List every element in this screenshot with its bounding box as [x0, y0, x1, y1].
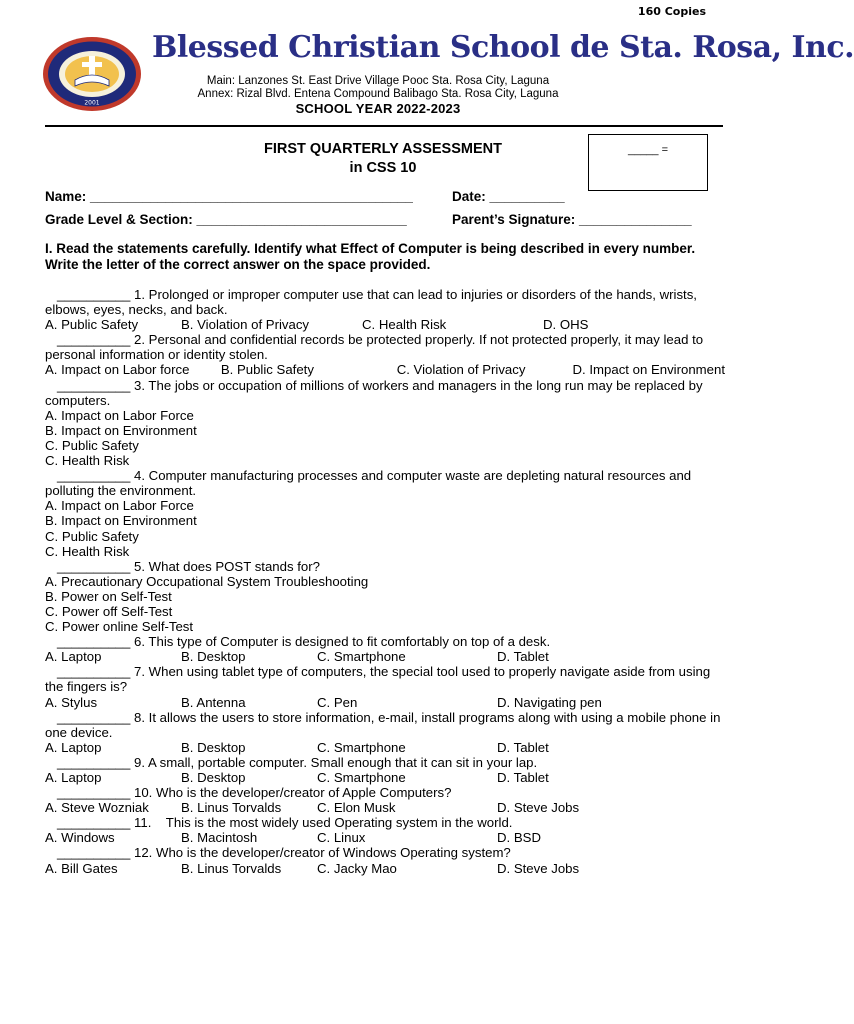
question-text: __________ 5. What does POST stands for? [57, 558, 320, 574]
option-row [45, 695, 725, 710]
option-d: D. Steve Jobs [497, 860, 580, 876]
option-d: D. BSD [497, 830, 541, 846]
option-a: A. Bill Gates [45, 860, 118, 876]
option-c: C. Public Safety [45, 528, 139, 544]
option-d: D. Impact on Environment [572, 362, 725, 378]
option-row [45, 362, 725, 377]
school-logo [42, 36, 142, 112]
question-6 [45, 634, 725, 664]
option-b: B. Macintosh [181, 830, 258, 846]
option-row [45, 317, 725, 332]
option-b: B. Desktop [181, 649, 246, 665]
option-a: A. Laptop [45, 739, 102, 755]
question-9 [45, 755, 725, 785]
option-a: A. Precautionary Occupational System Troubleshooting [45, 573, 369, 589]
option-row [45, 770, 725, 785]
question-text: __________ 9. A small, portable computer. Small enough that it can sit in your lap. [57, 754, 538, 770]
option-a: A. Laptop [45, 770, 102, 785]
exam-title [190, 140, 576, 178]
exam-title-line2: in CSS 10 [349, 160, 417, 176]
question-text: __________ 12. Who is the developer/creator of Windows Operating system? [57, 845, 511, 861]
option-row [45, 861, 725, 876]
question-5 [45, 559, 725, 634]
option-b: B. Linus Torvalds [181, 800, 282, 816]
main-address: Main: Lanzones St. East Drive Village Pooc Sta. Rosa City, Laguna [206, 75, 550, 87]
option-c: C. Jacky Mao [317, 860, 397, 876]
option-row [45, 830, 725, 845]
question-7 [45, 664, 725, 709]
question-text: __________ 10. Who is the developer/creator of Apple Computers? [57, 785, 452, 801]
option-b: B. Power on Self-Test [45, 588, 172, 604]
question-4 [45, 468, 725, 559]
date-field: Date: __________ [452, 189, 565, 204]
option-c: C. Smartphone [317, 649, 406, 665]
option-c: C. Violation of Privacy [396, 362, 526, 378]
school-name: Blessed Christian School de Sta. Rosa, Inc. [152, 30, 854, 65]
option-a: A. Impact on Labor force [45, 362, 190, 378]
question-text: __________ 3. The jobs or occupation of millions of workers and managers in the long run may be replaced by computers. [45, 377, 703, 408]
option-a: A. Laptop [45, 649, 102, 665]
exam-title-line1: FIRST QUARTERLY ASSESSMENT [264, 141, 502, 157]
copies-count: 160 Copies [637, 5, 706, 18]
option-a: A. Impact on Labor Force [45, 407, 194, 423]
question-3 [45, 378, 725, 469]
option-c: C. Elon Musk [317, 800, 396, 816]
name-field: Name: ___________________________________________ [45, 189, 413, 204]
question-12 [45, 845, 725, 875]
option-a: A. Windows [45, 830, 115, 846]
option-d: C. Health Risk [45, 543, 130, 559]
school-year: SCHOOL YEAR 2022-2023 [295, 101, 461, 116]
option-c: C. Health Risk [362, 317, 447, 333]
question-text: __________ 2. Personal and confidential records be protected properly. If not protected properly, it may lead to personal information or identity stolen. [45, 332, 704, 363]
question-text: __________ 1. Prolonged or improper computer use that can lead to injuries or disorders of the hands, wrists, elbows, eyes, necks, and back. [45, 287, 697, 318]
grade-section-field: Grade Level & Section: ____________________________ [45, 212, 407, 227]
option-row [45, 740, 725, 755]
option-b: B. Linus Torvalds [181, 860, 282, 876]
question-10 [45, 785, 725, 815]
option-b: B. Desktop [181, 770, 246, 785]
option-d: C. Health Risk [45, 453, 130, 469]
question-text: __________ 6. This type of Computer is designed to fit comfortably on top of a desk. [57, 634, 551, 650]
option-c: C. Smartphone [317, 739, 406, 755]
option-d: C. Power online Self-Test [45, 619, 194, 635]
svg-text:2001: 2001 [84, 99, 100, 107]
option-c: C. Pen [317, 694, 358, 710]
option-d: D. Navigating pen [497, 694, 602, 710]
option-a: A. Stylus [45, 694, 98, 710]
option-c: C. Power off Self-Test [45, 603, 173, 619]
option-a: A. Public Safety [45, 317, 139, 333]
option-row [45, 800, 725, 815]
option-a: A. Impact on Labor Force [45, 498, 194, 514]
annex-address: Annex: Rizal Blvd. Entena Compound Balibago Sta. Rosa City, Laguna [197, 88, 559, 100]
question-2 [45, 332, 725, 377]
score-box: _____ = [588, 134, 708, 191]
option-d: D. Steve Jobs [497, 800, 580, 816]
option-d: D. OHS [543, 317, 589, 333]
question-text: __________ 7. When using tablet type of computers, the special tool used to properly navigate aside from using the fingers is? [45, 664, 711, 695]
option-b: B. Violation of Privacy [181, 317, 310, 333]
option-d: D. Tablet [497, 649, 549, 665]
option-c: C. Linux [317, 830, 366, 846]
option-b: B. Desktop [181, 739, 246, 755]
option-d: D. Tablet [497, 739, 549, 755]
question-11 [45, 815, 725, 845]
option-d: D. Tablet [497, 770, 549, 785]
option-b: B. Impact on Environment [45, 513, 197, 529]
option-b: B. Public Safety [220, 362, 314, 378]
header-divider [45, 125, 723, 127]
question-text: __________ 11. This is the most widely used Operating system in the world. [57, 815, 513, 831]
question-1 [45, 287, 725, 332]
question-list [45, 287, 725, 876]
option-b: B. Impact on Environment [45, 422, 197, 438]
question-8 [45, 710, 725, 755]
option-b: B. Antenna [181, 694, 246, 710]
option-a: A. Steve Wozniak [45, 800, 149, 816]
option-c: C. Smartphone [317, 770, 406, 785]
question-text: __________ 8. It allows the users to store information, e-mail, install programs along with using a mobile phone in one device. [45, 709, 721, 740]
option-row [45, 649, 725, 664]
instructions: I. Read the statements carefully. Identify what Effect of Computer is being described in every number. Write the letter of the correct answer on the space provided. [45, 241, 696, 272]
question-text: __________ 4. Computer manufacturing processes and computer waste are depleting natural resources and polluting the environment. [45, 468, 692, 499]
parent-signature-field: Parent’s Signature: _______________ [452, 212, 692, 227]
option-c: C. Public Safety [45, 437, 139, 453]
